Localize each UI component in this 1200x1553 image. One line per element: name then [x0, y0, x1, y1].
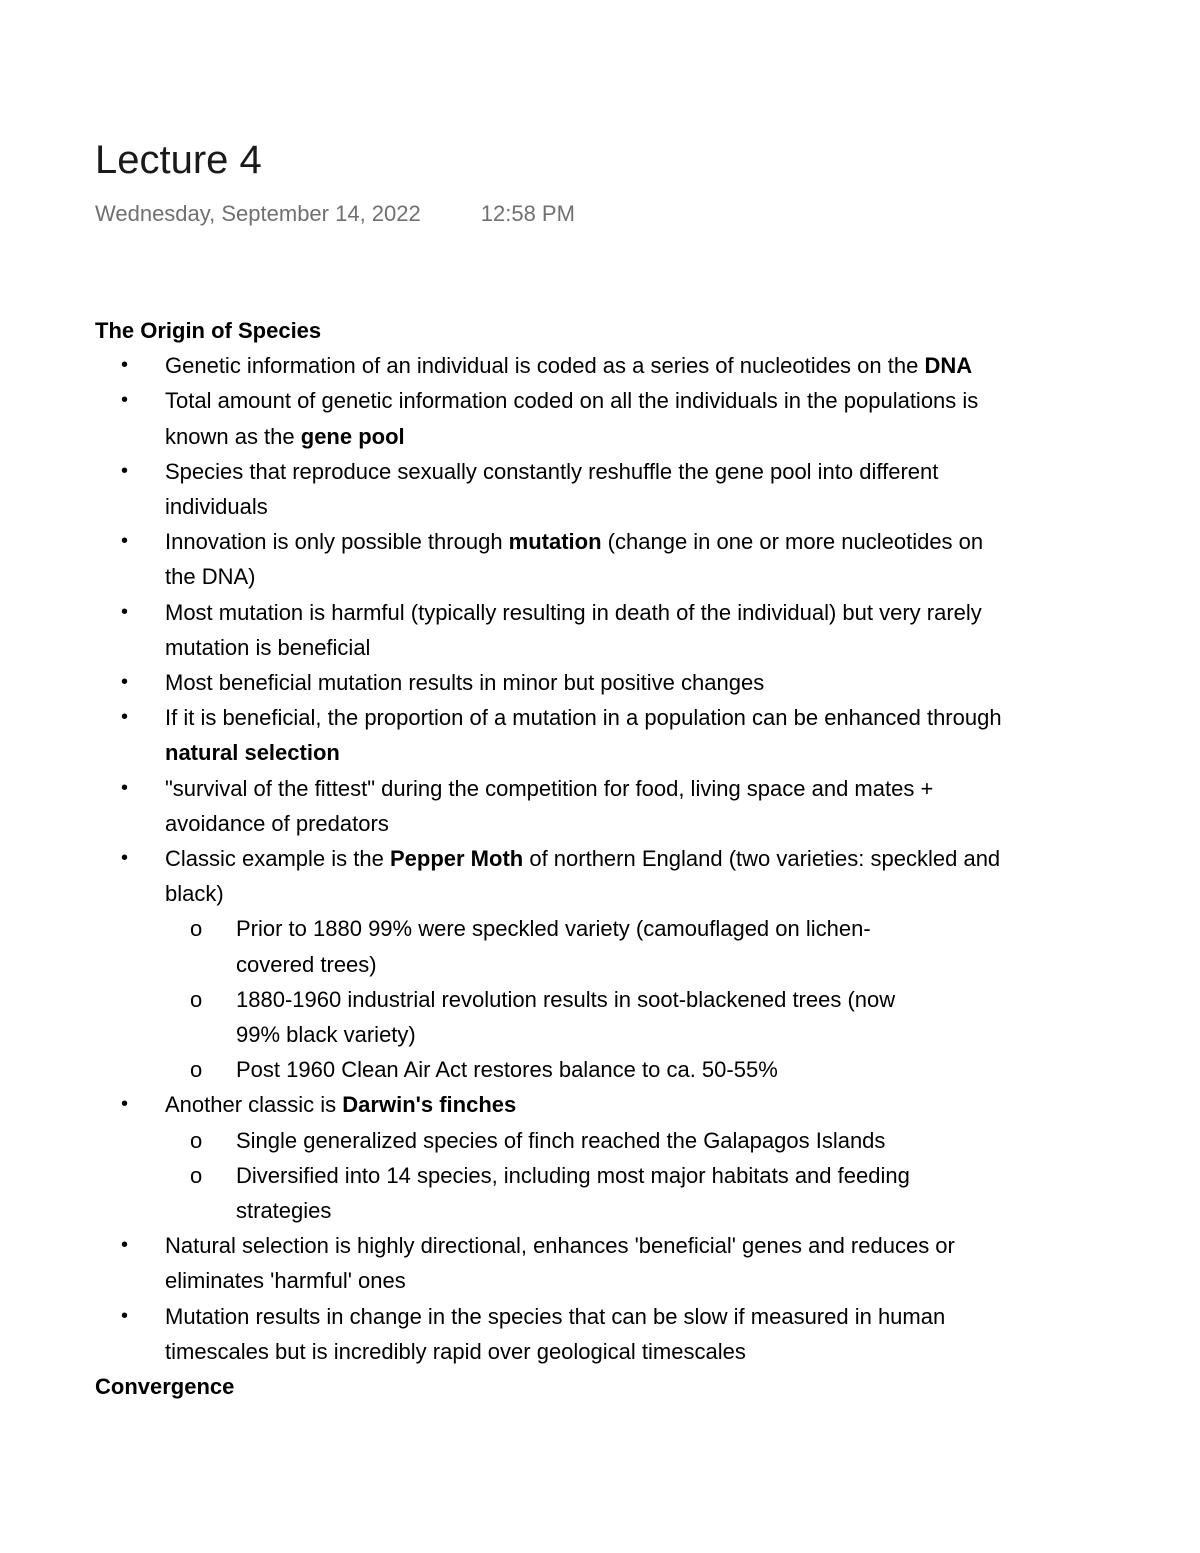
bullet-icon: • [121, 354, 129, 377]
circle-bullet-icon: o [190, 916, 203, 942]
bullet-icon: • [121, 776, 129, 799]
bullet-icon: • [121, 530, 129, 553]
bullet-icon: • [121, 847, 129, 870]
bullet-icon: • [121, 706, 129, 729]
list-item [95, 1299, 1015, 1369]
list-item [95, 383, 1015, 453]
bullet-list [95, 348, 1155, 1369]
list-item [95, 595, 1015, 665]
next-section-heading: Convergence [95, 1374, 235, 1400]
list-item-text-plain: Most beneficial mutation results in minor but positive changes [165, 670, 765, 696]
list-item-text-plain: Innovation is only possible through [165, 529, 509, 555]
list-item-text-emphasis: DNA [924, 353, 973, 379]
list-item [95, 1087, 1015, 1228]
list-item-text [165, 1233, 955, 1293]
list-item-text [165, 388, 978, 448]
list-item-text-emphasis: mutation [508, 529, 602, 555]
bullet-icon: • [121, 389, 129, 412]
page-date: Wednesday, September 14, 2022 [95, 201, 421, 226]
bullet-icon: • [121, 1304, 129, 1327]
circle-bullet-icon: o [190, 1057, 203, 1083]
list-item-text-plain: Genetic information of an individual is coded as a series of nucleotides on the [165, 353, 925, 379]
list-item-text [165, 846, 1000, 906]
list-item [95, 348, 1015, 383]
list-item-text-plain: Natural selection is highly directional, enhances 'beneficial' genes and reduces or eliminates 'harmful' ones [165, 1233, 955, 1294]
sub-list-item-text: 1880-1960 industrial revolution results in soot-blackened trees (now 99% black variety) [236, 986, 896, 1048]
list-item [95, 524, 1015, 594]
sub-bullet-list [165, 1123, 1015, 1229]
list-item [95, 665, 1015, 700]
page-time: 12:58 PM [480, 201, 575, 226]
sub-list-item [165, 1123, 926, 1158]
page-title: Lecture 4 [95, 138, 262, 182]
list-item-text [165, 1092, 516, 1117]
list-item-text-plain: (change in one or more nucleotides on the DNA) [165, 529, 984, 590]
sub-list-item [165, 911, 926, 981]
circle-bullet-icon: o [190, 1162, 203, 1188]
sub-list-item-text: Post 1960 Clean Air Act restores balance to ca. 50-55% [236, 1057, 778, 1083]
list-item-text [165, 776, 933, 836]
list-item [95, 454, 1015, 524]
list-item-text-plain: Classic example is the [165, 846, 390, 872]
list-item [95, 1228, 1015, 1298]
list-item-text [165, 353, 972, 378]
note-body [95, 313, 1155, 1404]
list-item-text-emphasis: natural selection [165, 740, 340, 766]
bullet-icon: • [121, 1093, 129, 1116]
sub-list-item [165, 1158, 926, 1228]
page-timestamp [95, 198, 575, 230]
list-item-text-plain: Most mutation is harmful (typically resulting in death of the individual) but very rarely mutation is beneficial [165, 599, 982, 660]
list-item-text-emphasis: Pepper Moth [389, 846, 524, 872]
sub-list-item-text: Single generalized species of finch reached the Galapagos Islands [236, 1127, 886, 1153]
sub-list-item [165, 1052, 926, 1087]
sub-list-item [165, 982, 926, 1052]
list-item-text-emphasis: gene pool [300, 423, 405, 449]
bullet-icon: • [121, 1234, 129, 1257]
list-item-text [165, 705, 1002, 765]
list-item-text-emphasis: Darwin's finches [342, 1092, 517, 1118]
list-item-text-plain: "survival of the fittest" during the competition for food, living space and mates + avoidance of predators [165, 775, 934, 836]
list-item-text-plain: If it is beneficial, the proportion of a mutation in a population can be enhanced through [165, 705, 1002, 731]
list-item-text [165, 529, 983, 589]
list-item-text [165, 459, 938, 519]
sub-list-item-text: Prior to 1880 99% were speckled variety (camouflaged on lichen-covered trees) [236, 916, 871, 977]
list-item [95, 700, 1015, 770]
list-item-text [165, 1304, 945, 1364]
bullet-icon: • [121, 671, 129, 694]
sub-list-item-text: Diversified into 14 species, including most major habitats and feeding strategies [236, 1162, 910, 1224]
list-item-text-plain: Total amount of genetic information coded on all the individuals in the populations is known as the [165, 388, 979, 449]
circle-bullet-icon: o [190, 1127, 203, 1153]
list-item [95, 841, 1015, 1087]
list-item [95, 771, 1015, 841]
circle-bullet-icon: o [190, 986, 203, 1012]
list-item-text [165, 670, 764, 695]
list-item-text-plain: Species that reproduce sexually constantly reshuffle the gene pool into different individuals [165, 458, 939, 519]
section-heading: The Origin of Species [95, 318, 322, 343]
list-item-text-plain: of northern England (two varieties: speckled and black) [165, 846, 1001, 907]
bullet-icon: • [121, 600, 129, 623]
list-item-text [165, 600, 982, 660]
list-item-text-plain: Mutation results in change in the species that can be slow if measured in human timescales but is incredibly rapid over geological timescales [165, 1303, 946, 1364]
sub-bullet-list [165, 911, 1015, 1087]
list-item-text-plain: Another classic is [165, 1092, 343, 1118]
bullet-icon: • [121, 459, 129, 482]
